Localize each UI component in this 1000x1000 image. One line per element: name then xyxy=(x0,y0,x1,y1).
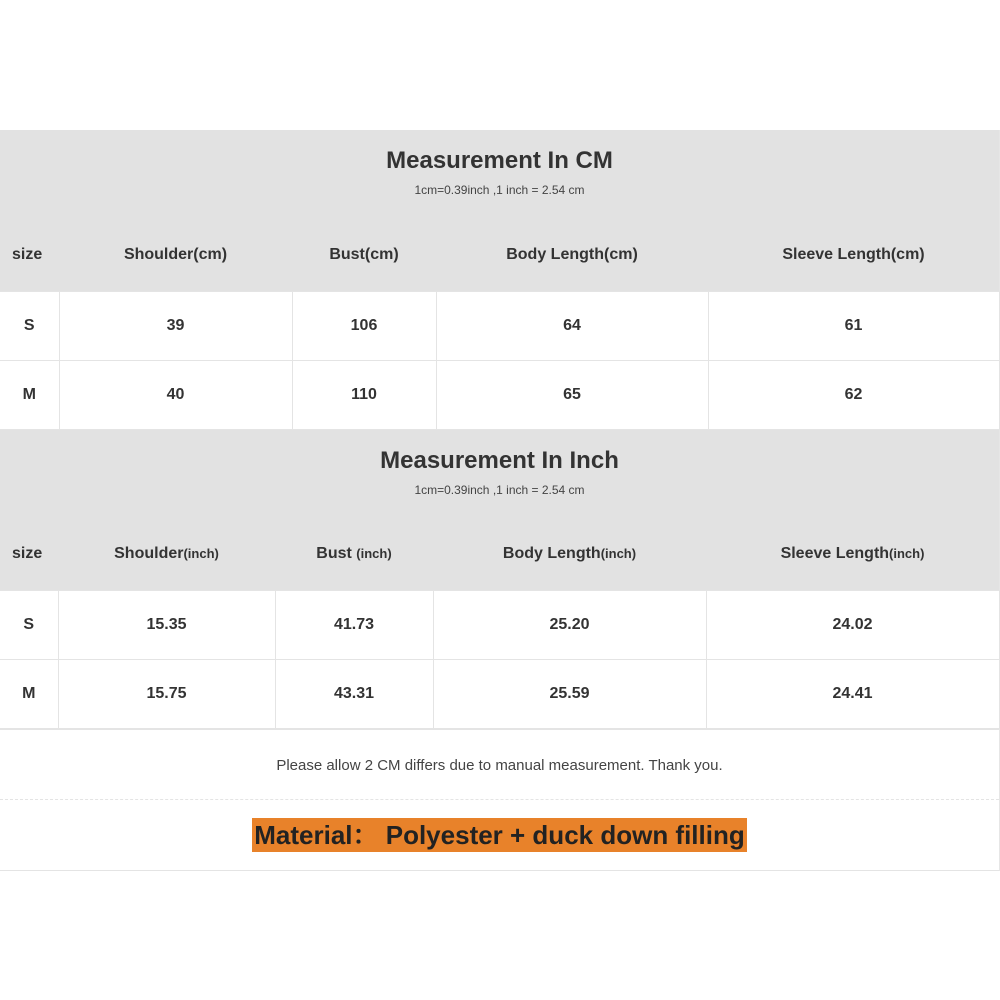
body-length-cell: 25.59 xyxy=(433,660,706,729)
shoulder-cell: 40 xyxy=(59,361,292,430)
shoulder-cell: 39 xyxy=(59,292,292,361)
cm-title-block xyxy=(0,130,999,218)
shoulder-cell: 15.35 xyxy=(58,591,275,660)
inch-header-table xyxy=(0,518,999,590)
col-sleeve-length-header: Sleeve Length(cm) xyxy=(782,245,925,263)
sleeve-length-cell: 61 xyxy=(708,292,999,361)
inch-header-row xyxy=(0,518,999,590)
inch-data-table xyxy=(0,590,1000,729)
inch-subtitle: 1cm=0.39inch ,1 inch = 2.54 cm xyxy=(414,483,585,497)
bust-cell: 41.73 xyxy=(275,591,433,660)
body-length-header-unit: (inch) xyxy=(600,546,637,561)
shoulder-header-unit: (inch) xyxy=(183,546,219,561)
size-cell: S xyxy=(0,292,59,361)
col-shoulder-header: Shoulder(cm) xyxy=(123,245,228,263)
cm-subtitle: 1cm=0.39inch ,1 inch = 2.54 cm xyxy=(414,183,585,197)
size-cell: M xyxy=(0,361,59,430)
cm-data-table xyxy=(0,291,1000,430)
cm-header-row xyxy=(0,218,999,291)
table-row xyxy=(0,361,999,430)
material-row xyxy=(0,800,999,871)
size-cell: S xyxy=(0,591,58,660)
size-header-label: size xyxy=(12,545,43,562)
cm-section-header xyxy=(0,130,999,291)
col-sleeve-length-header xyxy=(706,518,999,590)
cm-header-table xyxy=(0,218,999,291)
shoulder-cell: 15.75 xyxy=(58,660,275,729)
bust-cell: 110 xyxy=(292,361,436,430)
sleeve-length-cell: 24.41 xyxy=(706,660,999,729)
inch-section-header xyxy=(0,430,999,590)
cm-title: Measurement In CM xyxy=(386,147,613,174)
size-chart xyxy=(0,130,1000,871)
table-row xyxy=(0,292,999,361)
bust-cell: 43.31 xyxy=(275,660,433,729)
size-cell: M xyxy=(0,660,58,729)
col-body-length-header: Body Length(cm) xyxy=(506,245,638,263)
col-size-header xyxy=(0,518,58,590)
sleeve-length-header-label: Sleeve Length xyxy=(780,545,890,562)
table-row xyxy=(0,660,999,729)
bust-cell: 106 xyxy=(292,292,436,361)
bust-header-unit: (inch) xyxy=(356,546,392,561)
body-length-header-label: Body Length xyxy=(502,545,601,562)
inch-title: Measurement In Inch xyxy=(380,447,619,474)
inch-title-block xyxy=(0,430,999,518)
bust-header-label: Bust xyxy=(316,545,357,562)
col-body-length-header xyxy=(433,518,706,590)
material-label: Material： Polyester + duck down filling xyxy=(254,820,745,850)
sleeve-length-cell: 24.02 xyxy=(706,591,999,660)
body-length-cell: 64 xyxy=(436,292,708,361)
sleeve-length-cell: 62 xyxy=(708,361,999,430)
sleeve-length-header-unit: (inch) xyxy=(889,546,925,561)
col-size-header: size xyxy=(12,245,43,263)
table-row xyxy=(0,591,999,660)
body-length-cell: 65 xyxy=(436,361,708,430)
col-bust-header xyxy=(275,518,433,590)
col-shoulder-header xyxy=(58,518,275,590)
shoulder-header-label: Shoulder xyxy=(114,545,184,562)
body-length-cell: 25.20 xyxy=(433,591,706,660)
measurement-note: Please allow 2 CM differs due to manual measurement. Thank you. xyxy=(0,729,999,800)
col-bust-header: Bust(cm) xyxy=(329,245,399,263)
